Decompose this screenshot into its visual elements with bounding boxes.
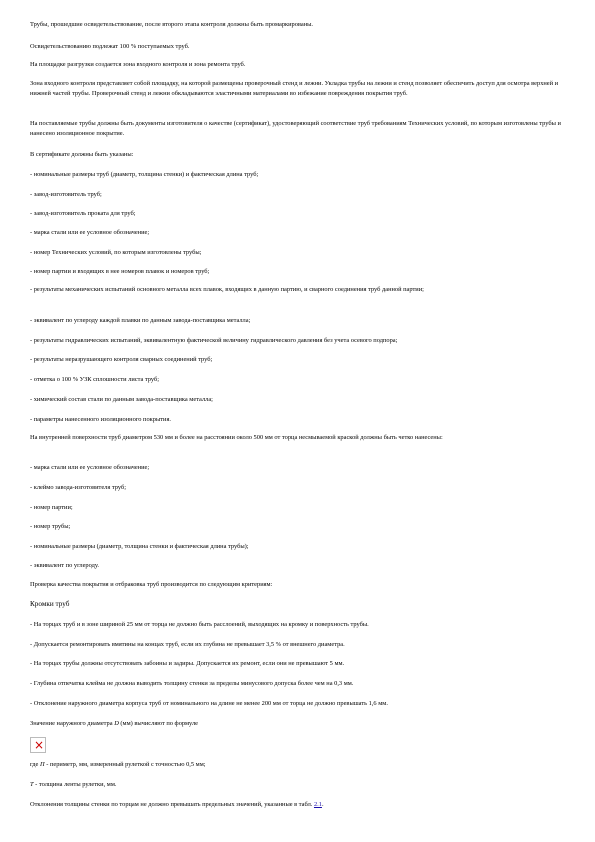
broken-image-icon [30, 737, 46, 753]
list-item: - Допускается ремонтировать вмятины на концах труб, если их глубина не превышает 3,5 % от внешнего диаметра. [30, 641, 345, 648]
paragraph: Зона входного контроля представляет собой площадку, на которой размещены проверочный стенд и лежни. Укладка трубы на лежни и стенд позволяет обеспечить доступ для осмотра верхней и нижней частей трубы. Проверочный стенд и лежни обкладываются эластичными материалами во избежание повреждения покрытия труб. [30, 80, 559, 97]
list-item: - номинальные размеры (диаметр, толщина стенки и фактическая длина трубы); [30, 543, 249, 550]
table-reference-text: Отклонения толщины стенки по торцам не должно превышать предельных значений, указанные в табл. [30, 801, 314, 808]
paragraph: На поставляемые трубы должны быть документы изготовителя о качестве (сертификат), удостоверяющий соответствие труб требованиям Технических условий, по которым изготовлены трубы и нанесено изоляционное покрытие. [30, 120, 561, 137]
list-item: - марка стали или ее условное обозначение; [30, 464, 150, 471]
paragraph: На внутренней поверхности труб диаметром 530 мм и более на расстоянии около 500 мм от торца несмываемой краской должны быть четко нанесены: [30, 434, 443, 441]
list-item: - Глубина отпечатка клейма не должна выводить толщину стенки за пределы минусового допуска более чем на 0,3 мм. [30, 680, 354, 687]
diameter-symbol: D [114, 720, 119, 727]
list-item: - завод-изготовитель проката для труб; [30, 210, 136, 217]
list-item: - Отклонение наружного диаметра корпуса труб от номинального на длине не менее 200 мм от торца не должно превышать 1,6 мм. [30, 700, 388, 707]
list-item: - параметры нанесенного изоляционного покрытия. [30, 416, 171, 423]
formula-intro-suffix: (мм) вычисляют по формуле [118, 720, 198, 727]
list-item: - номер трубы; [30, 523, 71, 530]
table-reference-end: . [321, 801, 324, 808]
list-item: - номер партии; [30, 504, 73, 511]
definition-prefix: где [30, 761, 40, 768]
thickness-symbol: Т [30, 781, 34, 788]
list-item: - На торцах трубы должны отсутствовать забоины и задиры. Допускается их ремонт, если они не превышают 5 мм. [30, 660, 345, 667]
list-item: - номер партии и входящих в нее номеров плавок и номеров труб; [30, 268, 210, 275]
definition-perimeter [30, 760, 570, 770]
definition-text: - периметр, мм, измеренный рулеткой с точностью 0,5 мм; [44, 761, 206, 768]
perimeter-symbol: П [40, 761, 45, 768]
list-item: - клеймо завода-изготовителя труб; [30, 484, 127, 491]
paragraph: Проверка качества покрытия и отбраковка труб производится по следующим критериям: [30, 581, 273, 588]
list-item: - эквивалент по углероду каждой плавки по данным завода-поставщика металла; [30, 317, 251, 324]
list-item: - номинальные размеры труб (диаметр, толщина стенки) и фактическая длина труб; [30, 171, 259, 178]
table-reference-paragraph [30, 800, 570, 810]
paragraph: В сертификате должны быть указаны: [30, 151, 134, 158]
list-item: - завод-изготовитель труб; [30, 191, 102, 198]
list-item: - результаты гидравлических испытаний, эквивалентную фактической величину гидравлического давления без учета осевого подпора; [30, 337, 398, 344]
list-item: - номер Технических условий, по которым изготовлены трубы; [30, 249, 202, 256]
paragraph: Трубы, прошедшие освидетельствование, после второго этапа контроля должны быть промаркированы. [30, 21, 314, 28]
paragraph: На площадке разгрузки создается зона входного контроля и зона ремонта труб. [30, 61, 246, 68]
definition-thickness [30, 780, 570, 790]
section-heading: Кромки труб [30, 600, 70, 608]
list-item: - результаты механических испытаний основного металла всех плавок, входящих в данную партию, и сварного соединения труб данной партии; [30, 286, 424, 293]
paragraph: Освидетельствованию подлежат 100 % поступаемых труб. [30, 43, 190, 50]
list-item: - отметка о 100 % УЗК сплошности листа труб; [30, 376, 159, 383]
definition-text: - толщина ленты рулетки, мм. [33, 781, 117, 788]
list-item: - результаты неразрушающего контроля сварных соединений труб; [30, 356, 213, 363]
formula-intro [30, 719, 570, 729]
table-2-1-link[interactable]: 2.1 [313, 801, 322, 808]
list-item: - На торцах труб и в зоне шириной 25 мм от торца не должно быть расслоений, выходящих на кромку и поверхность трубы. [30, 621, 369, 628]
list-item: - химический состав стали по данным завода-поставщика металла; [30, 396, 213, 403]
formula-intro-prefix: Значение наружного диаметра [30, 720, 115, 727]
list-item: - марка стали или ее условное обозначение; [30, 229, 150, 236]
list-item: - эквивалент по углероду. [30, 562, 100, 569]
